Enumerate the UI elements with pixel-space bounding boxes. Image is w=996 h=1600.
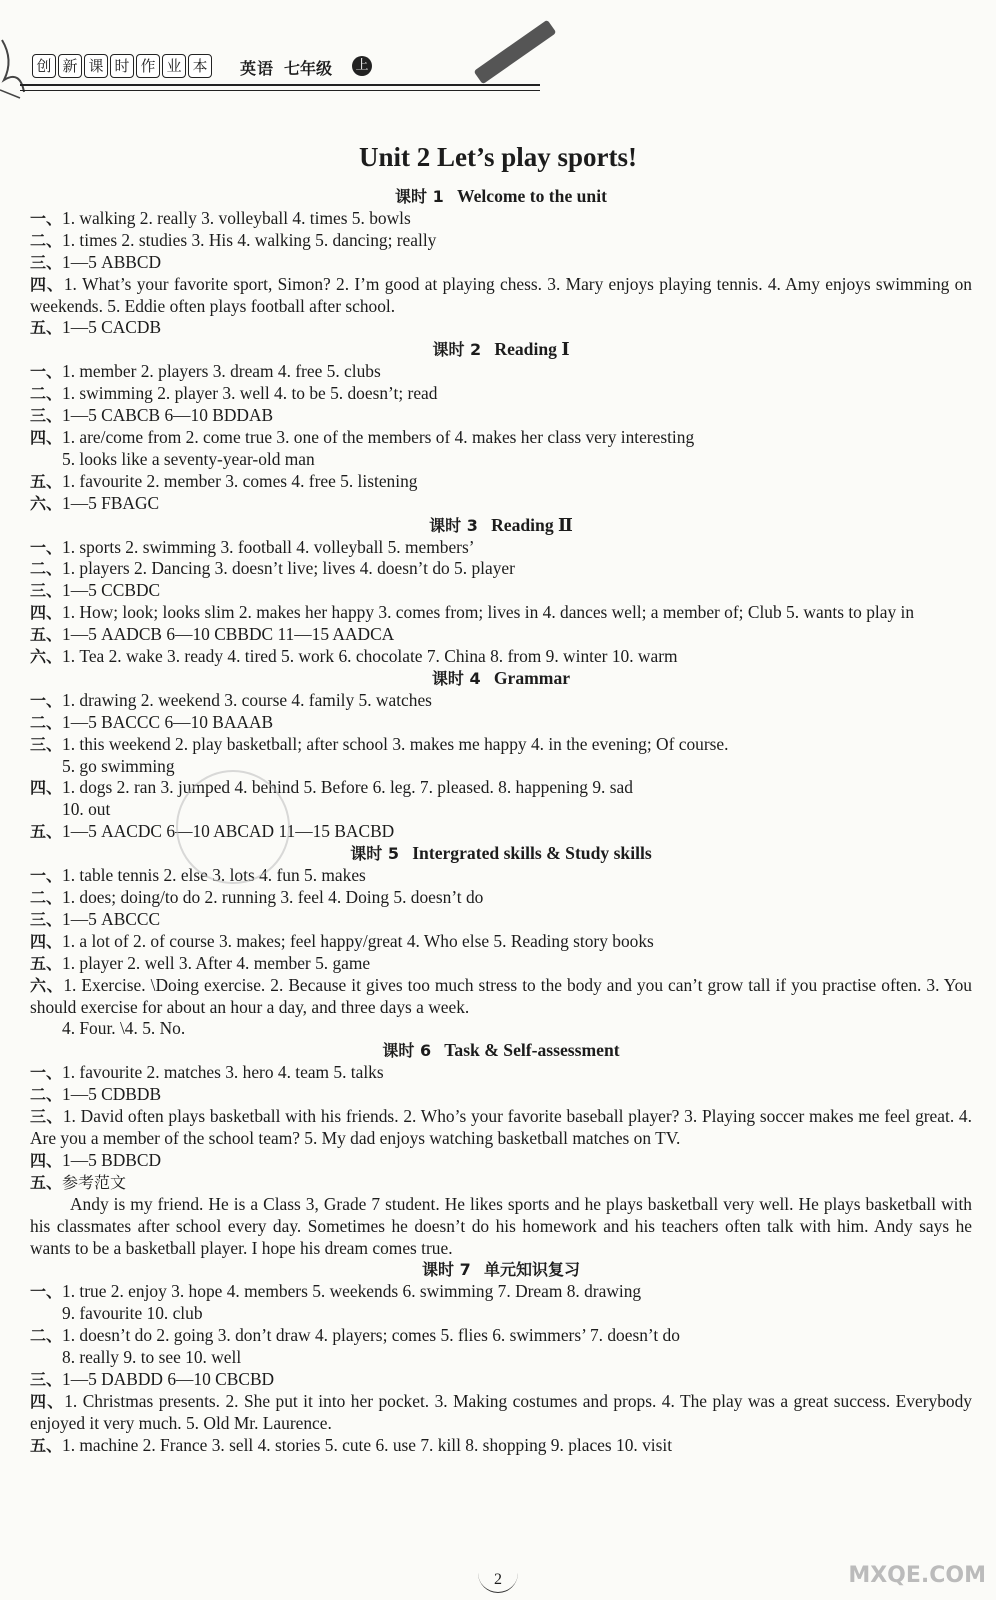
brand-char: 时 [110, 54, 134, 78]
answer-text: Andy is my friend. He is a Class 3, Grade 7 student. He likes sports and he plays basketball very well. He plays basketball with his classmates after school every day. Sometimes he doesn’t do his homework and his teachers often talk with him. Andy says he wants to be a basketball player. I hope his dream comes true. [30, 1193, 972, 1258]
grade-label: 七年级 [284, 59, 333, 78]
question-number: 一、 [30, 208, 63, 228]
answer-text: 1. doesn’t do 2. going 3. don’t draw 4. players; comes 5. flies 6. swimmers’ 7. doesn’t do [62, 1325, 680, 1346]
answer-text: 1. players 2. Dancing 3. doesn’t live; lives 4. doesn’t do 5. player [62, 558, 515, 579]
question-number: 三、 [30, 581, 63, 601]
question-number: 三、 [30, 1369, 63, 1389]
answer-text: 1—5 AACDC 6—10 ABCAD 11—15 BACBD [62, 821, 395, 842]
answer-line [30, 208, 972, 230]
answer-line [30, 580, 972, 602]
question-number: 六、 [30, 975, 64, 995]
answer-text: 1. How; look; looks slim 2. makes her happy 3. comes from; lives in 4. dances well; a member of; Club 5. wants to play in [62, 602, 915, 623]
header-divider [20, 84, 540, 91]
answer-text: 1. this weekend 2. play basketball; after school 3. makes me happy 4. in the evening; Of course. [62, 733, 729, 754]
page-header [0, 0, 996, 100]
answer-line [30, 756, 972, 778]
answer-line [30, 1018, 972, 1040]
answer-line [30, 624, 972, 646]
answer-text: 1. true 2. enjoy 3. hope 4. members 5. weekends 6. swimming 7. Dream 8. drawing [62, 1281, 642, 1302]
answer-line [30, 1106, 972, 1150]
section-lesson-label: 课时 6 [382, 1041, 432, 1061]
answer-line [30, 1303, 972, 1325]
answer-text: 1—5 CACDB [62, 317, 162, 338]
section-heading [30, 668, 972, 690]
volume-badge: 上 [352, 56, 372, 76]
answer-text: 1—5 FBAGC [62, 492, 160, 513]
page-footer [0, 1566, 996, 1593]
answer-line [30, 953, 972, 975]
section-title: Reading Ⅰ [494, 339, 570, 360]
answer-line [30, 646, 972, 668]
section-heading [30, 1259, 972, 1281]
section-lesson-label: 课时 4 [431, 668, 481, 688]
answer-line [30, 1325, 972, 1347]
section-heading [30, 515, 972, 537]
question-number: 二、 [30, 888, 63, 907]
answer-line [30, 734, 972, 756]
answer-line [30, 317, 972, 339]
question-number: 四、 [30, 931, 63, 951]
answer-text: 1. favourite 2. member 3. comes 4. free 5. listening [62, 470, 418, 491]
question-number: 四、 [30, 427, 63, 447]
answer-text: 1. times 2. studies 3. His 4. walking 5. dancing; really [62, 229, 437, 250]
answer-text: 1. David often plays basketball with his friends. 2. Who’s your favorite baseball player? 3. Playing soccer makes me feel great. 4. Are you a member of the school team? 5. My dad enjoys watching basketball matches on TV. [30, 1106, 972, 1148]
answer-line [30, 1435, 972, 1457]
section-heading [30, 339, 972, 361]
answer-text: 1—5 CABCB 6—10 BDDAB [62, 405, 274, 426]
pencil-icon [474, 20, 557, 85]
answer-line [30, 1084, 972, 1106]
section-title: Reading Ⅱ [491, 514, 573, 535]
answer-text: 1—5 BDBCD [62, 1149, 162, 1170]
answer-line [30, 537, 972, 559]
section-title: Intergrated skills & Study skills [412, 843, 652, 864]
brand-char: 业 [162, 54, 186, 78]
question-number: 二、 [30, 559, 63, 579]
answer-text: 1. Christmas presents. 2. She put it into her pocket. 3. Making costumes and props. 4. The play was a great success. Everybody enjoyed it very much. 5. Old Mr. Laurence. [30, 1390, 972, 1433]
brand-char: 作 [136, 54, 160, 78]
section-lesson-label: 课时 1 [395, 187, 444, 206]
question-number: 二、 [30, 712, 63, 732]
section-lesson-label: 课时 5 [350, 844, 399, 864]
question-number: 三、 [30, 909, 63, 929]
question-number: 五、 [30, 1435, 63, 1455]
answer-text: 1. favourite 2. matches 3. hero 4. team 5. talks [62, 1062, 384, 1083]
answer-text: 1. a lot of 2. of course 3. makes; feel happy/great 4. Who else 5. Reading story books [62, 930, 654, 951]
question-number: 五、 [30, 318, 63, 338]
answer-text: 1—5 ABCCC [62, 908, 161, 929]
question-number: 二、 [30, 1085, 63, 1105]
answer-line [30, 1369, 972, 1391]
answer-line [30, 252, 972, 274]
answer-text: 1—5 ABBCD [62, 251, 162, 272]
section-heading [30, 843, 972, 865]
section-lesson-label: 课时 2 [432, 340, 482, 360]
answer-text: 1. are/come from 2. come true 3. one of the members of 4. makes her class very interesting [62, 426, 695, 447]
answer-text: 1. drawing 2. weekend 3. course 4. family 5. watches [62, 689, 432, 710]
answer-text: 5. looks like a seventy-year-old man [62, 448, 315, 469]
answer-text: 1. member 2. players 3. dream 4. free 5. clubs [62, 361, 381, 382]
answer-line [30, 975, 972, 1019]
answer-line [30, 931, 972, 953]
question-number: 五、 [30, 625, 63, 645]
answer-line [30, 230, 972, 252]
answer-text: 9. favourite 10. club [62, 1303, 203, 1324]
question-number: 三、 [30, 734, 63, 754]
page-title: Unit 2 Let’s play sports! [358, 142, 637, 172]
question-number: 一、 [30, 1282, 63, 1302]
section-lesson-label: 课时 3 [429, 515, 478, 535]
watermark: MXQE.COM [848, 1563, 986, 1588]
question-number: 一、 [30, 866, 63, 886]
answer-line [30, 909, 972, 931]
answer-line [30, 799, 972, 821]
brand-char: 新 [58, 54, 82, 78]
question-number: 四、 [30, 1391, 65, 1411]
answer-line [30, 1062, 972, 1084]
answer-note: 参考范文 [62, 1172, 127, 1192]
question-number: 一、 [30, 362, 63, 382]
question-number: 二、 [30, 230, 63, 250]
answer-text: 1. Tea 2. wake 3. ready 4. tired 5. work 6. chocolate 7. China 8. from 9. winter 10. warm [62, 646, 678, 667]
answer-line [30, 1347, 972, 1369]
answer-text: 1. does; doing/to do 2. running 3. feel 4. Doing 5. doesn’t do [62, 887, 484, 907]
question-number: 三、 [30, 252, 63, 272]
section-lesson-label: 课时 7 [422, 1260, 471, 1280]
question-number: 六、 [30, 647, 63, 667]
brand-char: 本 [188, 54, 212, 78]
answer-text: 1. swimming 2. player 3. well 4. to be 5. doesn’t; read [62, 383, 438, 404]
answer-text: 1. sports 2. swimming 3. football 4. volleyball 5. members’ [62, 536, 475, 557]
answer-line [30, 865, 972, 887]
answer-line [30, 274, 972, 318]
answer-line [30, 887, 972, 909]
answer-line [30, 1281, 972, 1303]
answer-line [30, 449, 972, 471]
answer-line [30, 690, 972, 712]
answer-text: 1—5 CDBDB [62, 1084, 162, 1105]
answer-line [30, 821, 972, 843]
question-number: 四、 [30, 778, 63, 798]
answer-line [30, 558, 972, 580]
answer-text: 1. dogs 2. ran 3. jumped 4. behind 5. Before 6. leg. 7. pleased. 8. happening 9. sad [62, 777, 633, 798]
answer-text: 1. player 2. well 3. After 4. member 5. game [62, 952, 371, 973]
question-number: 三、 [30, 406, 63, 426]
answer-line [30, 1150, 972, 1172]
brand-char: 创 [32, 54, 56, 78]
answer-line [30, 471, 972, 493]
question-number: 二、 [30, 384, 63, 404]
section-title-zh: 单元知识复习 [483, 1260, 580, 1280]
answer-text: 1—5 AADCB 6—10 CBBDC 11—15 AADCA [62, 624, 395, 645]
answer-text: 1. walking 2. really 3. volleyball 4. times 5. bowls [62, 207, 411, 228]
homework-stamp [176, 770, 290, 884]
question-number: 一、 [30, 690, 63, 710]
answer-line [30, 383, 972, 405]
answer-line [30, 493, 972, 515]
question-number: 一、 [30, 537, 63, 557]
answer-line [30, 427, 972, 449]
answer-line [30, 1194, 972, 1260]
section-title: Grammar [493, 667, 571, 688]
question-number: 一、 [30, 1063, 63, 1083]
answer-text: 10. out [62, 799, 111, 820]
section-title: Welcome to the unit [456, 186, 607, 206]
answer-text: 4. Four. \4. 5. No. [62, 1018, 186, 1039]
brand-title [32, 54, 212, 78]
question-number: 五、 [30, 471, 63, 491]
answer-line [30, 361, 972, 383]
question-number: 四、 [30, 274, 64, 294]
question-number: 四、 [30, 1150, 63, 1170]
section-title: Task & Self-assessment [444, 1040, 620, 1061]
answer-line [30, 602, 972, 624]
page-number: 2 [478, 1566, 518, 1593]
answer-text: 1. table tennis 2. else 3. lots 4. fun 5. makes [62, 865, 366, 886]
answer-text: 5. go swimming [62, 755, 175, 776]
section-heading [30, 1040, 972, 1062]
answer-text: 8. really 9. to see 10. well [62, 1347, 242, 1368]
answer-line [30, 1391, 972, 1435]
answer-text: 1—5 BACCC 6—10 BAAAB [62, 711, 274, 732]
question-number: 三、 [30, 1107, 63, 1127]
question-number: 四、 [30, 603, 63, 623]
question-number: 五、 [30, 953, 63, 973]
answer-text: 1—5 DABDD 6—10 CBCBD [62, 1368, 275, 1389]
answer-key-content [30, 186, 972, 1457]
answer-text: 1. What’s your favorite sport, Simon? 2. I’m good at playing chess. 3. Mary enjoys playing tennis. 4. Amy enjoys swimming on weekends. 5. Eddie often plays football after school. [30, 273, 972, 316]
brand-char: 课 [84, 54, 108, 78]
answer-line [30, 712, 972, 734]
answer-line [30, 1172, 972, 1194]
question-number: 二、 [30, 1326, 63, 1346]
question-number: 五、 [30, 822, 63, 842]
section-heading [30, 186, 972, 208]
answer-text: 1. machine 2. France 3. sell 4. stories 5. cute 6. use 7. kill 8. shopping 9. places 10. visit [62, 1434, 673, 1455]
question-number: 六、 [30, 493, 63, 513]
answer-text: 1—5 CCBDC [62, 580, 161, 601]
answer-line [30, 777, 972, 799]
subject-label: 英语 [240, 59, 275, 78]
answer-line [30, 405, 972, 427]
question-number: 五、 [30, 1172, 63, 1192]
answer-text: 1. Exercise. \Doing exercise. 2. Because it gives too much stress to the body and you can’t grow tall if you practise often. 3. You should exercise for about an hour a day, and three days a week. [30, 974, 972, 1017]
